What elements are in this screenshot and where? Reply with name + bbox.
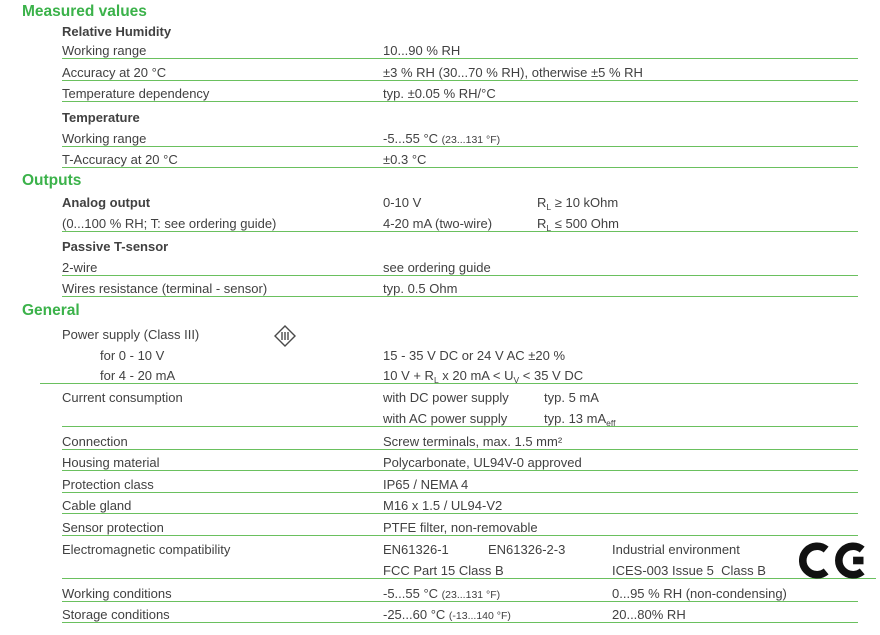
spec-row-working-conditions [62, 586, 858, 602]
spec-row-power-supply [62, 327, 858, 343]
row-label: Working conditions [62, 586, 172, 601]
row-label: Connection [62, 434, 128, 449]
row-label: for 0 - 10 V [100, 348, 165, 363]
row-value: IP65 / NEMA 4 [383, 477, 469, 492]
row-label: Cable gland [62, 498, 132, 513]
row-value: 10 $V + R_L$ x 20 mA < $U_V < 35$ V DC [383, 368, 584, 385]
row-value: Screw terminals, max. 1.5 mm² [383, 434, 563, 449]
row-label: Current consumption [62, 390, 183, 405]
spec-row-emc-1 [62, 542, 858, 558]
emc-environment: Industrial environment [612, 542, 740, 557]
row-value: typ. 0.5 Ohm [383, 281, 458, 296]
row-label: Power supply (Class III) [62, 327, 200, 342]
row-label: 2-wire [62, 260, 98, 275]
spec-row-wires-resistance [62, 281, 858, 297]
row-label: Electromagnetic compatibility [62, 542, 231, 557]
section-title-outputs: Outputs [22, 172, 82, 189]
spec-row-sensor-protection [62, 520, 858, 536]
subsection-passive-t-sensor [62, 239, 858, 255]
row-label: Wires resistance (terminal - sensor) [62, 281, 268, 296]
spec-row-current-consumption-dc [62, 390, 858, 406]
row-value: PTFE filter, non-removable [383, 520, 538, 535]
row-label: Housing material [62, 455, 160, 470]
spec-row-cable-gland [62, 498, 858, 514]
row-label: T-Accuracy at 20 °C [62, 152, 178, 167]
row-label: Working range [62, 43, 147, 58]
subsection-label: Relative Humidity [62, 24, 172, 39]
spec-row-connection [62, 434, 858, 450]
spec-row-rh-working-range [62, 43, 858, 59]
row-value: typ. ±0.05 % RH/°C [383, 86, 496, 101]
humidity-condition: 0...95 % RH (non-condensing) [612, 586, 787, 601]
class-iii-protection-icon [274, 325, 296, 347]
load-resistance-value: $R_L \le 500$ Ohm [537, 216, 619, 233]
spec-row-rh-accuracy [62, 65, 858, 81]
row-value: 10...90 % RH [383, 43, 461, 58]
spec-row-supply-4-20ma [40, 368, 858, 384]
spec-row-analog-output-1 [62, 195, 858, 211]
spec-row-temperature-dependency [62, 86, 858, 102]
fahrenheit-equivalent: (23...131 °F) [441, 134, 501, 146]
row-value: ±0.3 °C [383, 152, 427, 167]
row-label: for 4 - 20 mA [100, 368, 176, 383]
emc-standard-1: EN61326-1 [383, 542, 449, 557]
emc-standard-2: EN61326-2-3 [488, 542, 566, 557]
row-value: with DC power supply [383, 390, 509, 405]
load-resistance-value: $R_L \ge 10$ kOhm [537, 195, 619, 212]
row-label: Protection class [62, 477, 154, 492]
subsection-relative-humidity [62, 24, 858, 40]
row-value: 4-20 mA (two-wire) [383, 216, 493, 231]
subsection-label: Passive T-sensor [62, 239, 169, 254]
row-value: with AC power supply [383, 411, 508, 426]
row-value: M16 x 1.5 / UL94-V2 [383, 498, 503, 513]
row-label: Sensor protection [62, 520, 164, 535]
row-value: -25...60 °C (-13...140 °F) [383, 607, 511, 622]
spec-row-analog-output-2 [62, 216, 858, 232]
spec-row-supply-0-10v [62, 348, 858, 364]
row-value: 15 - 35 V DC or 24 V AC ±20 % [383, 348, 565, 363]
spec-row-storage-conditions [62, 607, 858, 623]
spec-row-housing-material [62, 455, 858, 471]
emc-fcc: FCC Part 15 Class B [383, 563, 504, 578]
row-label: (0...100 % RH; T: see ordering guide) [62, 216, 277, 231]
spec-row-2-wire [62, 260, 858, 276]
row-label: Working range [62, 131, 147, 146]
subsection-temperature [62, 110, 858, 126]
emc-ices: ICES-003 Issue 5 Class B [612, 563, 766, 578]
row-label: Accuracy at 20 °C [62, 65, 167, 80]
section-title-general: General [22, 302, 80, 319]
ce-mark-icon [799, 541, 873, 580]
row-label: Analog output [62, 195, 151, 210]
humidity-condition: 20...80% RH [612, 607, 686, 622]
fahrenheit-equivalent: (23...131 °F) [441, 589, 501, 601]
row-value: see ordering guide [383, 260, 491, 275]
row-value: ±3 % RH (30...70 % RH), otherwise ±5 % RH [383, 65, 643, 80]
section-title-measured-values: Measured values [22, 3, 147, 20]
fahrenheit-equivalent: (-13...140 °F) [448, 610, 511, 622]
typical-value: typ. 5 mA [544, 390, 599, 405]
subsection-label: Temperature [62, 110, 140, 125]
spec-row-protection-class [62, 477, 858, 493]
spec-row-t-working-range [62, 131, 858, 147]
spec-row-t-accuracy [62, 152, 858, 168]
spec-row-emc-2 [62, 563, 876, 579]
row-value: -5...55 °C (23...131 °F) [383, 586, 501, 601]
typical-value: typ. 13 $mA_{eff}$ [544, 411, 616, 428]
row-value: -5...55 °C (23...131 °F) [383, 131, 501, 146]
row-label: Storage conditions [62, 607, 170, 622]
row-value: 0-10 V [383, 195, 422, 210]
row-label: Temperature dependency [62, 86, 210, 101]
spec-row-current-consumption-ac [62, 411, 858, 427]
row-value: Polycarbonate, UL94V-0 approved [383, 455, 582, 470]
